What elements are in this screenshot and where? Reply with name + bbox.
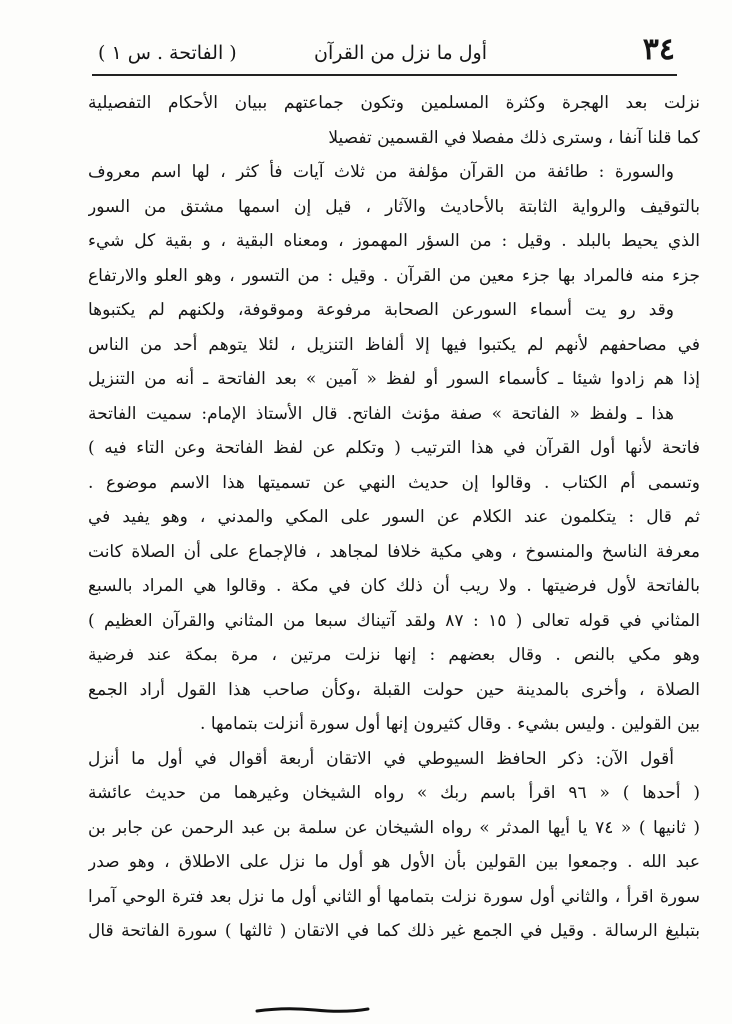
text-line: ( ثانيها ) « ٧٤ يا أيها المدثر » رواه الشيخان عن سلمة بن عبد الرحمن عن جابر بن (88, 817, 700, 838)
text-line: والسورة : طائفة من القرآن مؤلفة من ثلاث آيات فأ كثر ، لها اسم معروف (88, 162, 674, 182)
text-line: في مصاحفهم لأنهم لم يكتبوا فيها إلا ألفاظ التنزيل ، لئلا يتوهم أحد من الناس (88, 334, 700, 355)
pen-underline-mark (255, 1006, 370, 1014)
text-line: نزلت بعد الهجرة وكثرة المسلمين وتكون جماعتهم ببيان الأحكام التفصيلية (88, 93, 700, 113)
text-line: المثاني في قوله تعالى ( ١٥ : ٨٧ ولقد آتيناك سبعا من المثاني والقرآن العظيم ) (88, 610, 700, 631)
text-line: هذا ـ ولفظ « الفاتحة » صفة مؤنث الفاتح. قال الأستاذ الإمام: سميت الفاتحة (88, 403, 674, 424)
text-line: عبد الله . وجمعوا بين القولين بأن الأول هو أول ما نزل على الاطلاق ، وهو صدر (88, 852, 700, 872)
page-body (88, 86, 700, 949)
text-line: وهو مكي بالنص . وقال بعضهم : إنها نزلت مرتين ، مرة بمكة عند فرضية (88, 645, 700, 665)
text-line: أقول الآن: ذكر الحافظ السيوطي في الاتقان أربعة أقوال في أول ما أنزل (88, 748, 674, 769)
text-line: بالتوقيف والرواية الثابتة بالأحاديث والآثار ، قيل إن اسمها مشتق من السور (88, 196, 700, 217)
page-header (92, 30, 677, 76)
text-line: ( أحدها ) « ٩٦ اقرأ باسم ربك » رواه الشيخان وغيرهما من حديث عائشة (88, 783, 700, 803)
text-line: بين القولين . وليس بشيء . وقال كثيرون إنها أول سورة أنزلت بتمامها . (200, 714, 700, 734)
running-title: أول ما نزل من القرآن (314, 42, 487, 64)
text-line: وتسمى أم الكتاب . وقالوا إن حديث النهي عن تسميتها هذا الاسم موضوع . (88, 472, 700, 493)
text-line: بتبليغ الرسالة . وقيل في الجمع غير ذلك كما في الاتقان ( ثالثها ) سورة الفاتحة قال (88, 921, 700, 941)
text-line: بالفاتحة لأول فرضيتها . ولا ريب أن ذلك كان في مكة . وقالوا هي المراد بالسبع (88, 576, 700, 596)
text-line: إذا هم زادوا شيئا ـ كأسماء السور أو لفظ « آمين » بعد الفاتحة ـ أنه من التنزيل (88, 369, 700, 389)
text-line: فاتحة لأنها أول القرآن في هذا الترتيب ( وتكلم عن لفظ الفاتحة وعن التاء فيه ) (88, 438, 700, 458)
text-line: معرفة الناسخ والمنسوخ ، وهي مكية خلافا لمجاهد ، فالإجماع على أن الصلاة كانت (88, 541, 700, 562)
text-line: الصلاة ، وأخرى بالمدينة حين حولت القبلة ،وكأن صاحب هذا القول أراد الجمع (88, 679, 700, 700)
text-line: الذي يحيط بالبلد . وقيل : من السؤر المهموز ، ومعناه البقية ، و بقية كل شيء (88, 231, 700, 251)
text-line: وقد رو يت أسماء السورعن الصحابة مرفوعة وموقوفة، ولكنهم لم يكتبوها (88, 300, 674, 320)
page-number: ٣٤ (642, 32, 675, 67)
text-line: ثم قال : يتكلمون عند الكلام عن السور على المكي والمدني ، وهو يفيد في (88, 507, 700, 527)
text-line: جزء منه فالمراد بها جزء معين من القرآن . وقيل : من التسور ، وهو العلو والارتفاع (88, 265, 700, 286)
text-line: كما قلنا آنفا ، وسترى ذلك مفصلا في القسمين تفصيلا (328, 127, 700, 148)
sura-reference: ( الفاتحة . س ١ ) (98, 42, 237, 64)
text-line: سورة اقرأ ، والثاني أول سورة نزلت بتمامها أو الثاني أول ما نزل بعد فترة الوحي آمرا (88, 886, 700, 907)
